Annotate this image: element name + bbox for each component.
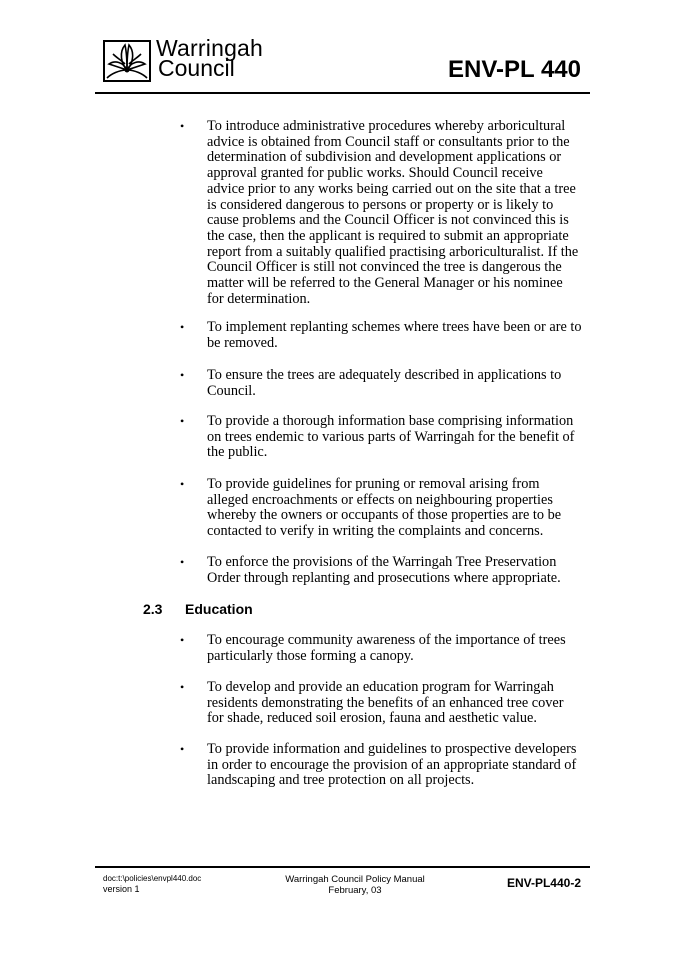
header-divider bbox=[95, 92, 590, 94]
logo-line-1: Warringah bbox=[156, 35, 264, 61]
bullet-icon: • bbox=[180, 119, 185, 133]
footer-version: version 1 bbox=[103, 884, 140, 894]
council-logo-text bbox=[156, 35, 264, 81]
warringah-flower-logo-icon bbox=[103, 40, 151, 82]
bullet-icon: • bbox=[180, 414, 185, 428]
bullet-icon: • bbox=[180, 368, 185, 382]
bullet-icon: • bbox=[180, 680, 185, 694]
list-item-text: To provide guidelines for pruning or removal arising from alleged encroachments or effects on neighbouring properties whereby the owners or occupants of those properties are to be contacted to verify in writing the complaints and concerns. bbox=[207, 476, 562, 540]
bullet-icon: • bbox=[180, 320, 185, 334]
section-heading bbox=[143, 601, 253, 617]
section-number: 2.3 bbox=[143, 601, 163, 617]
footer-manual-info bbox=[250, 874, 460, 896]
list-item-text: To provide information and guidelines to prospective developers in order to encourage the provision of an appropriate standard of landscaping and tree protection on all projects. bbox=[207, 741, 577, 789]
page-header bbox=[0, 0, 675, 95]
list-item-text: To develop and provide an education program for Warringah residents demonstrating the benefits of an enhanced tree cover for shade, reduced soil erosion, fauna and aesthetic value. bbox=[207, 679, 564, 727]
footer-file-info bbox=[103, 874, 201, 894]
bullet-icon: • bbox=[180, 633, 185, 647]
footer-manual-title: Warringah Council Policy Manual bbox=[285, 874, 425, 885]
list-item-text: To ensure the trees are adequately described in applications to Council. bbox=[207, 367, 562, 399]
list-item-text: To encourage community awareness of the importance of trees particularly those forming a canopy. bbox=[207, 632, 566, 664]
bullet-icon: • bbox=[180, 477, 185, 491]
footer-page-id: ENV-PL440-2 bbox=[506, 876, 581, 890]
list-item-text: To provide a thorough information base comprising information on trees endemic to various parts of Warringah for the benefit of the public. bbox=[207, 413, 575, 461]
logo-line-2: Council bbox=[158, 55, 235, 81]
footer-date: February, 03 bbox=[328, 885, 382, 896]
list-item-text: To enforce the provisions of the Warringah Tree Preservation Order through replanting and prosecutions where appropriate. bbox=[207, 554, 561, 586]
footer-file-path: doc:t:\policies\envpl440.doc bbox=[103, 874, 202, 883]
footer-divider bbox=[95, 866, 590, 868]
bullet-icon: • bbox=[180, 742, 185, 756]
section-title: Education bbox=[185, 601, 253, 617]
bullet-icon: • bbox=[180, 555, 185, 569]
list-item-text: To introduce administrative procedures whereby arboricultural advice is obtained from Council staff or consultants prior to the determination of subdivision and development applications or approval granted for public works. Should Council receive advice prior to any works being carried out on the site that a tree is considered dangerous to persons or property or is likely to cause problems and the Council Officer is not convinced this is the case, then the applicant is required to submit an appropriate report from a suitably qualified practising arboriculturalist. If the Council Officer is still not convinced the tree is dangerous the matter will be referred to the General Manager or his nominee for determination. bbox=[207, 118, 579, 307]
document-id: ENV-PL 440 bbox=[448, 56, 581, 83]
list-item-text: To implement replanting schemes where trees have been or are to be removed. bbox=[207, 319, 582, 351]
